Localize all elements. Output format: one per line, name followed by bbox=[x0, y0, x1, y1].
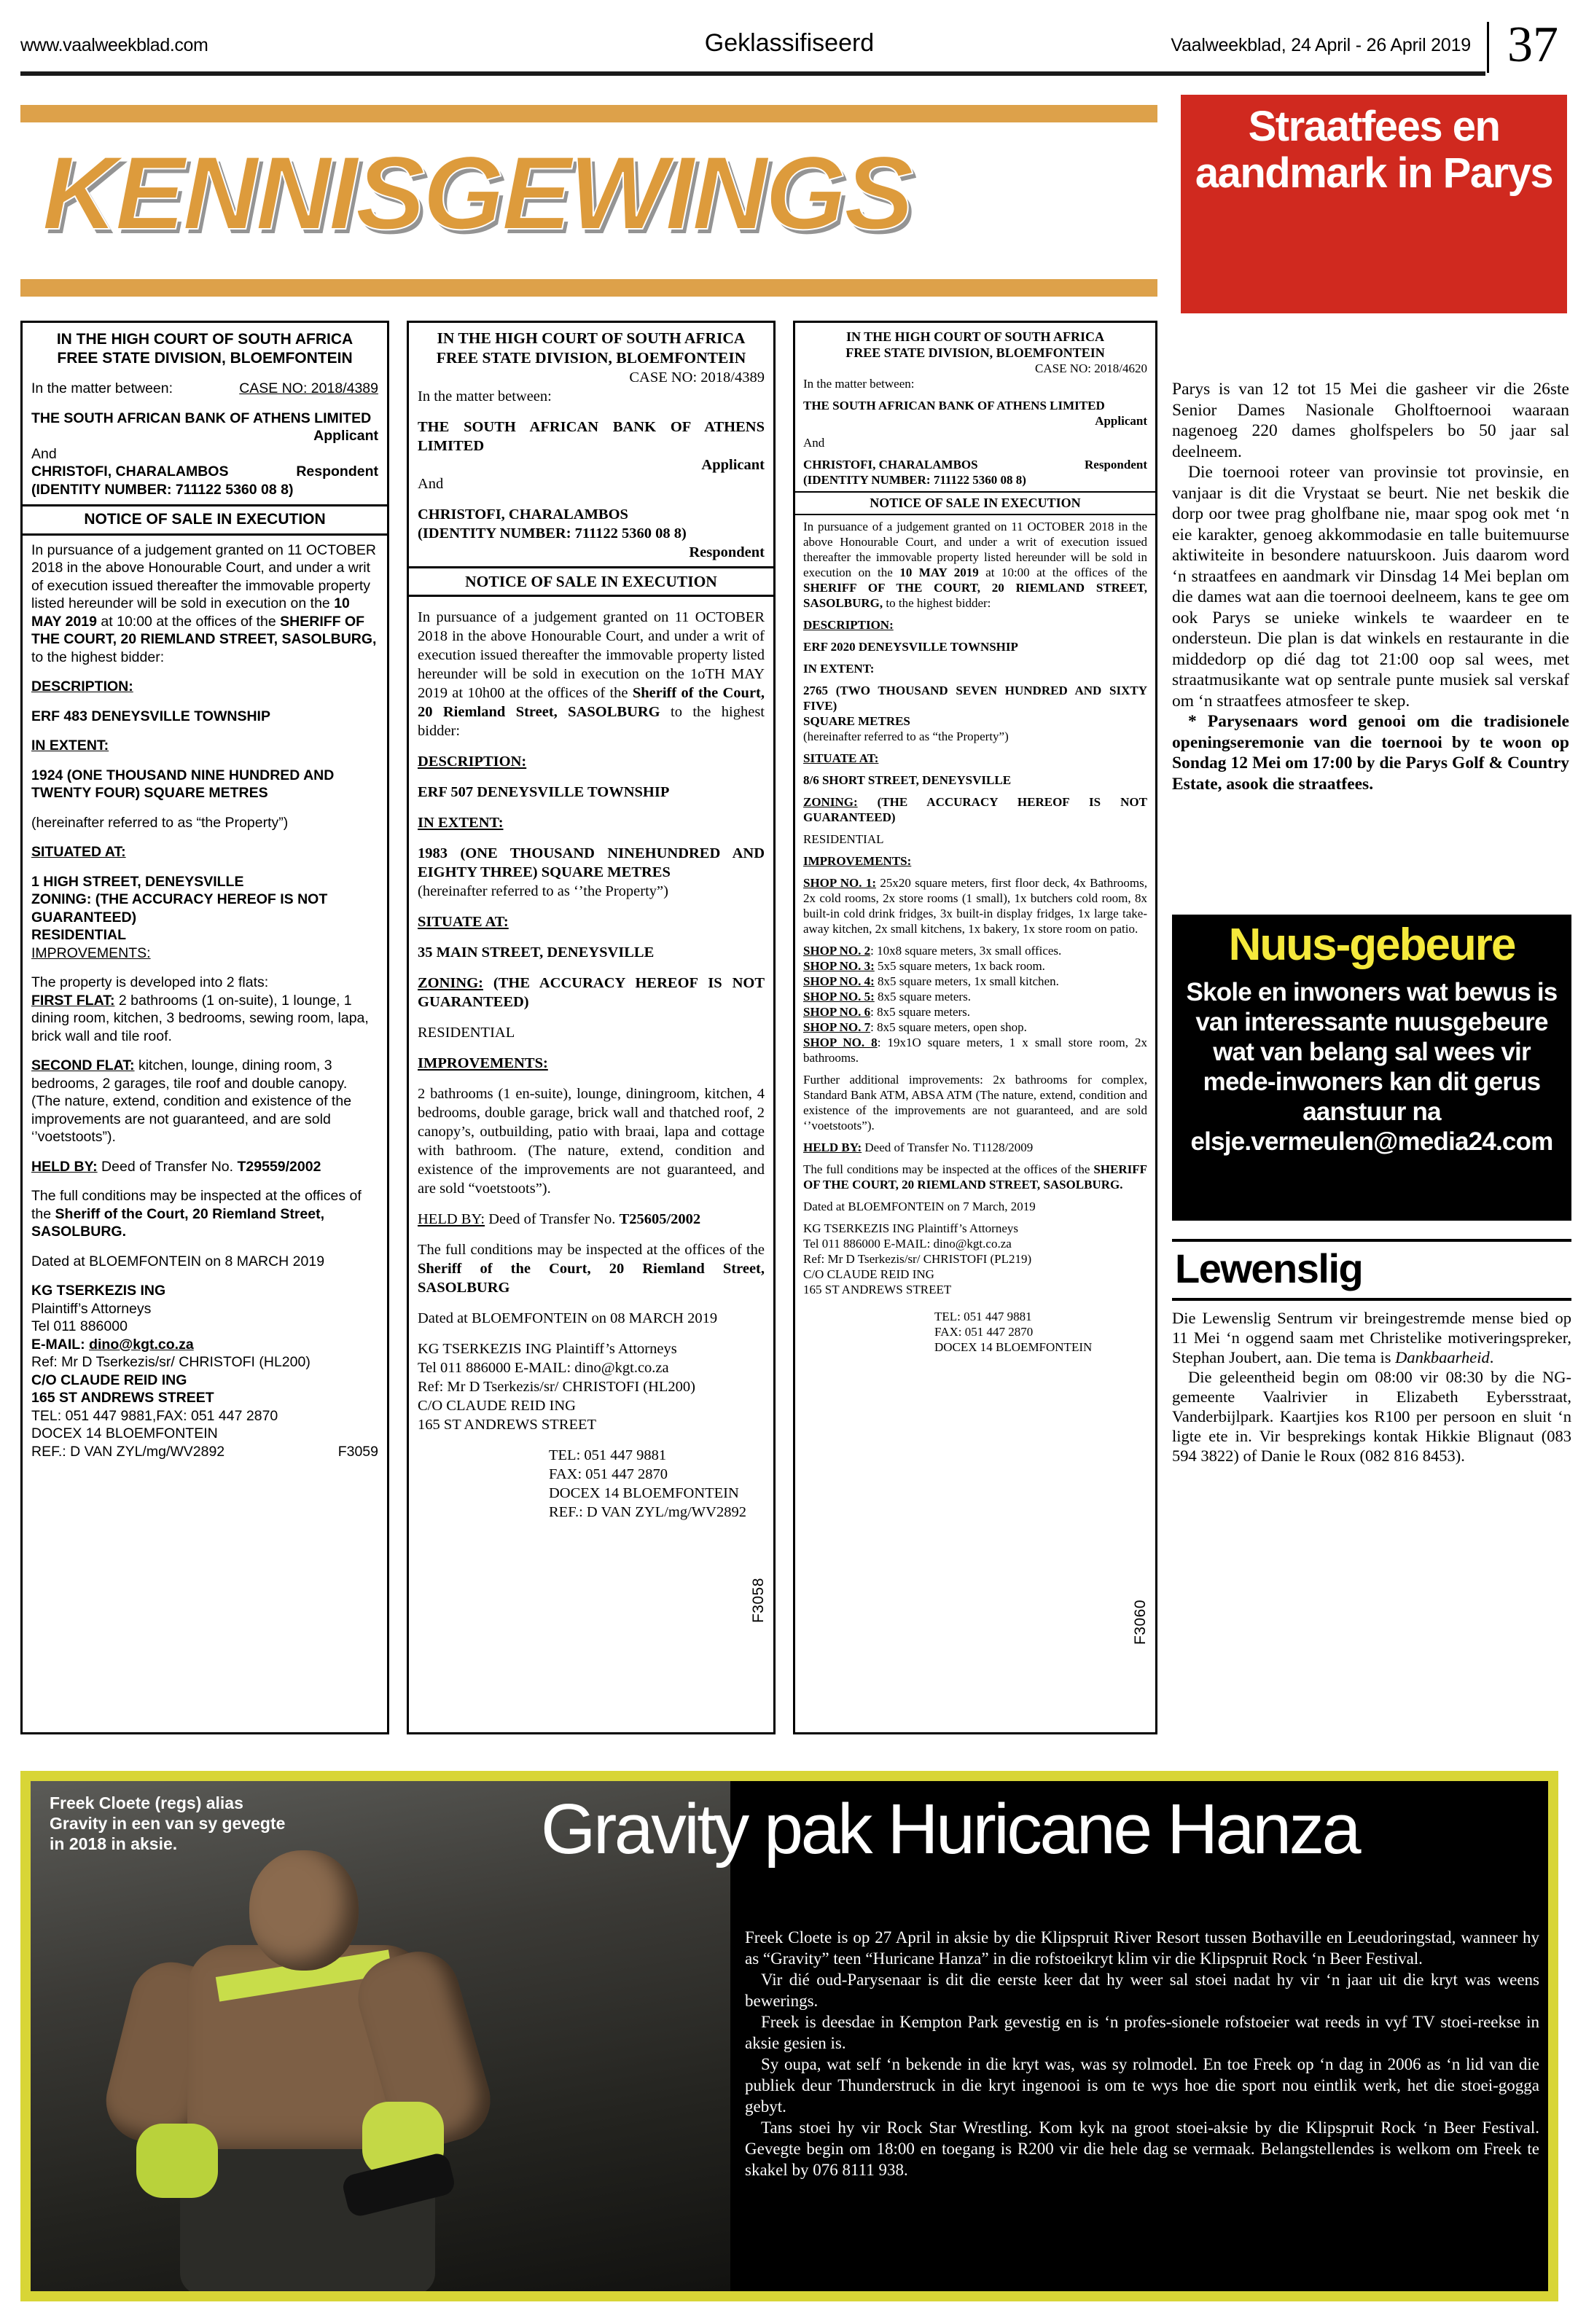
residential-2: RESIDENTIAL bbox=[418, 1025, 515, 1041]
docex-1: DOCEX 14 BLOEMFONTEIN bbox=[31, 1425, 218, 1441]
shop-text: 8x5 square meters. bbox=[874, 990, 971, 1003]
masthead-title: KENNISGEWINGS bbox=[42, 136, 912, 251]
held-by-label-2: HELD BY: bbox=[418, 1211, 485, 1227]
care-of-address-2: 165 ST ANDREWS STREET bbox=[418, 1417, 597, 1433]
improvements-label-1: IMPROVEMENTS: bbox=[31, 944, 151, 961]
lewenslig-p1-text: Die Lewenslig Sentrum vir breingestremde mense bied op 11 Mei ‘n oggend saam met Christelike motiveringspreker, Stephan Joubert, aan. Die tema is bbox=[1172, 1309, 1571, 1366]
case-number-1: CASE NO: 2018/4389 bbox=[239, 380, 378, 396]
dated-3: Dated at BLOEMFONTEIN on 7 March, 2019 bbox=[803, 1200, 1036, 1213]
description-label-3: DESCRIPTION: bbox=[803, 618, 894, 632]
lewenslig-heading: Lewenslig bbox=[1172, 1239, 1571, 1301]
nuusgebeure-body: Skole en inwoners wat bewus is van interessante nuusgebeure wat van belang sal wees vir mede-inwoners kan dit gerus aanstuur na elsje.vermeulen@media24.com bbox=[1186, 978, 1558, 1156]
docex-3: DOCEX 14 BLOEMFONTEIN bbox=[934, 1340, 1093, 1354]
improvements-label-2: IMPROVEMENTS: bbox=[418, 1055, 548, 1071]
shop-label: SHOP NO. 3: bbox=[803, 959, 875, 973]
conditions-1 bbox=[31, 1187, 378, 1241]
shop-text: 8x5 square meters, 1x small kitchen. bbox=[874, 974, 1059, 988]
second-flat-label-1: SECOND FLAT: bbox=[31, 1057, 135, 1073]
parys-p2: Die toernooi roteer van provinsie tot provinsie, en vanjaar is dit die Vrystaat se beurt. Nie net beskik die dorp oor twee prag gholfbane nie, maar spog ook met ‘n eie karakter, genoeg akkommodasie en talle buitemuurse aktiwiteite in besondere natuurskoon. Juis daarom word ‘n straatfees en aandmark vir Dinsdag 14 Mei beplan om die dames wat aan die toernooi deelneem, kans te gee om ook Parys se unieke winkels te waardeer en te ondersteun. Die plan is dat winkels en restaurante in die middedorp op dié dag tot 21:00 oop sal wees, met straatmusikante wat op sentrale punte musiek sal verskaf om ‘n straatfees atmosfeer te skep. bbox=[1172, 463, 1569, 711]
improvements-intro-1: The property is developed into 2 flats: bbox=[31, 974, 269, 990]
photo-caption: Freek Cloete (regs) alias Gravity in een van sy gevegte in 2018 in aksie. bbox=[50, 1793, 286, 1853]
fax-2: FAX: 051 447 2870 bbox=[549, 1466, 668, 1482]
conditions-sheriff-2: Sheriff of the Court, 20 Riemland Street, SASOLBURG bbox=[418, 1261, 765, 1296]
held-by-2 bbox=[418, 1210, 765, 1229]
applicant-name-3: THE SOUTH AFRICAN BANK OF ATHENS LIMITED bbox=[803, 399, 1105, 412]
second-flat-1 bbox=[31, 1057, 378, 1146]
extent-value-2: 1983 (ONE THOUSAND NINEHUNDRED AND EIGHTY THREE) SQUARE METRES bbox=[418, 845, 765, 880]
shop-item bbox=[803, 875, 1147, 936]
dated-1: Dated at BLOEMFONTEIN on 8 MARCH 2019 bbox=[31, 1253, 325, 1269]
gravity-feature bbox=[20, 1771, 1558, 2301]
shop-item bbox=[803, 1004, 1147, 1020]
shop-label: SHOP NO. 2 bbox=[803, 944, 871, 958]
lewenslig-p1-end: . bbox=[1489, 1348, 1494, 1366]
section-title: Geklassifiseerd bbox=[704, 29, 875, 57]
held-by-1 bbox=[31, 1158, 378, 1176]
nuusgebeure-ad bbox=[1172, 915, 1571, 1221]
shop-item bbox=[803, 958, 1147, 974]
sheriff-address-2: Sheriff of the Court, 20 Riemland Street, SASOLBURG bbox=[418, 685, 765, 720]
tel-3: TEL: 051 447 9881 bbox=[934, 1310, 1032, 1323]
care-of-3: C/O CLAUDE REID ING bbox=[803, 1267, 934, 1281]
held-by-text-3: Deed of Transfer No. T1128/2009 bbox=[862, 1141, 1034, 1154]
tel-2: TEL: 051 447 9881 bbox=[549, 1447, 667, 1463]
shop-item bbox=[803, 989, 1147, 1004]
hereinafter-2: (hereinafter referred to as ‘’the Property”) bbox=[418, 883, 668, 899]
care-of-address-3: 165 ST ANDREWS STREET bbox=[803, 1283, 952, 1296]
held-by-text-1: Deed of Transfer No. bbox=[97, 1158, 238, 1175]
feature-p3: Freek is deesdae in Kempton Park gevestig en is ‘n profes-sionele rofstoeier wat reeds in vyf TV stoei-reekse in aksie gesien is. bbox=[745, 2013, 1539, 2052]
notice-card-3 bbox=[793, 321, 1157, 1734]
feature-headline: Gravity pak Huricane Hanza bbox=[541, 1789, 1359, 1869]
zoning-2 bbox=[418, 974, 765, 1012]
second-flat-text-1: kitchen, lounge, dining room, 3 bedrooms, 2 garages, tile roof and double canopy. (The nature, extend, condition and existence of the improvements are not guaranteed, and are sold ‘’voetstoots”). bbox=[31, 1057, 352, 1145]
extent-label-3: IN EXTENT: bbox=[803, 662, 875, 676]
feature-body bbox=[745, 1927, 1539, 2180]
first-flat-label-1: FIRST FLAT: bbox=[31, 992, 115, 1009]
zoning-3 bbox=[803, 794, 1147, 825]
sale-date-1: 10 MAY 2019 bbox=[31, 595, 350, 630]
shop-text: 5x5 square meters, 1x back room. bbox=[874, 959, 1045, 973]
residential-3: RESIDENTIAL bbox=[803, 832, 884, 846]
sheriff-address-3: SHERIFF OF THE COURT, 20 RIEMLAND STREET, SASOLBURG, bbox=[803, 581, 1147, 610]
deed-number-1: T29559/2002 bbox=[237, 1158, 321, 1175]
first-flat-text-1: 2 bathrooms (1 on-suite), 1 lounge, 1 dining room, kitchen, 3 bedrooms, sewing room, lapa, brick wall and tile roof. bbox=[31, 992, 369, 1044]
conditions-sheriff-3: SHERIFF OF THE COURT, 20 RIEMLAND STREET, SASOLBURG. bbox=[803, 1162, 1147, 1192]
feature-p1: Freek Cloete is op 27 April in aksie by die Klipspruit River Resort tussen Bothaville en Leeudoringstad, wanneer hy as “Gravity” teen “Huricane Hanza” in die rofstoeikryt klim vir die Klipspruit Rock ‘n Beer Festival. bbox=[745, 1928, 1539, 1968]
zoning-label-2: ZONING: bbox=[418, 975, 483, 991]
shop-item bbox=[803, 1020, 1147, 1035]
care-of-address-1: 165 ST ANDREWS STREET bbox=[31, 1390, 214, 1406]
nuusgebeure-heading: Nuus-gebeure bbox=[1228, 920, 1515, 970]
promo-straatfees: Straatfees en aandmark in Parys bbox=[1181, 95, 1567, 313]
notice-card-1 bbox=[20, 321, 389, 1734]
notice-title-2: NOTICE OF SALE IN EXECUTION bbox=[409, 566, 773, 597]
notice-title-1: NOTICE OF SALE IN EXECUTION bbox=[23, 504, 387, 536]
notice-code-2: F3058 bbox=[750, 1577, 767, 1623]
shop-label: SHOP NO. 4: bbox=[803, 974, 875, 988]
zoning-value-3: (THE ACCURACY HEREOF IS NOT GUARANTEED) bbox=[803, 795, 1147, 824]
fax-3: FAX: 051 447 2870 bbox=[934, 1325, 1034, 1339]
notice-code-1: F3059 bbox=[337, 1443, 378, 1460]
feature-p2: Vir dié oud-Parysenaar is dit die eerste keer dat hy weer sal stoei nadat hy vir ‘n jaar uit die kryt was weens bewerings. bbox=[745, 1971, 1539, 2010]
court-division-3: FREE STATE DIVISION, BLOEMFONTEIN bbox=[845, 345, 1105, 360]
situated-value-3: 8/6 SHORT STREET, DENEYSVILLE bbox=[803, 773, 1012, 787]
email-value-1[interactable]: dino@kgt.co.za bbox=[89, 1336, 194, 1353]
lewenslig-p2: Die geleentheid begin om 08:00 vir 08:30 by die NG-gemeente Vaalrivier in Elizabeth Eybersstraat, Vanderbijlpark. Kaartjies kos R100 per persoon en sluit ‘n ligte ete in. Vir besprekings kontak Hikkie Blignaut (083 594 3822) of Danie le Roux (082 816 8453). bbox=[1172, 1368, 1571, 1465]
page-header bbox=[20, 17, 1558, 73]
shop-text: : 8x5 square meters. bbox=[870, 1005, 971, 1019]
held-by-label-1: HELD BY: bbox=[31, 1158, 98, 1175]
description-label-1: DESCRIPTION: bbox=[31, 678, 133, 695]
shop-item bbox=[803, 1035, 1147, 1065]
conditions-pre-1: The full conditions may be inspected at the offices of the bbox=[31, 1188, 362, 1222]
matter-label-2: In the matter between: bbox=[418, 388, 552, 404]
shop-text: : 10x8 square meters, 3x small offices. bbox=[870, 944, 1062, 958]
hereinafter-1: (hereinafter referred to as “the Property”) bbox=[31, 814, 289, 831]
applicant-role-3: Applicant bbox=[1095, 414, 1147, 428]
matter-label-1: In the matter between: bbox=[31, 380, 173, 396]
respondent-id-1: (IDENTITY NUMBER: 711122 5360 08 8) bbox=[31, 481, 294, 498]
applicant-role-2: Applicant bbox=[701, 457, 765, 473]
extent-value2-3: SQUARE METRES bbox=[803, 714, 910, 728]
pursuance-post-3: to the highest bidder: bbox=[883, 596, 991, 610]
shop-text: 25x20 square meters, first floor deck, 4x Bathrooms, 2x cold rooms, 2x store rooms (1 small), 1x butchers cold room, 8x built-in cold drink fridges, 3x built-in display fridges, 1x large take-away kitchen, 2x small kitchens, 1x bakery, 1x store room on patio. bbox=[803, 876, 1147, 936]
respondent-name-1: CHRISTOFI, CHARALAMBOS bbox=[31, 463, 229, 480]
firm-ref-1: Ref: Mr D Tserkezis/sr/ CHRISTOFI (HL200) bbox=[31, 1354, 310, 1370]
header-rule bbox=[20, 71, 1485, 76]
conditions-2 bbox=[418, 1240, 765, 1297]
conditions-sheriff-1: Sheriff of the Court, 20 Riemland Street, SASOLBURG. bbox=[31, 1205, 325, 1240]
pursuance-mid-1: at 10:00 at the offices of the bbox=[97, 613, 281, 630]
wrestler-left-glove bbox=[136, 2124, 218, 2198]
extent-label-1: IN EXTENT: bbox=[31, 738, 109, 754]
tel-fax-1: TEL: 051 447 9881,FAX: 051 447 2870 bbox=[31, 1407, 278, 1424]
court-name-3: IN THE HIGH COURT OF SOUTH AFRICA bbox=[845, 329, 1105, 344]
wrestler-head bbox=[249, 1850, 359, 1971]
description-value-3: ERF 2020 DENEYSVILLE TOWNSHIP bbox=[803, 640, 1018, 654]
respondent-name-3: CHRISTOFI, CHARALAMBOS bbox=[803, 458, 978, 472]
care-of-2: C/O CLAUDE REID ING bbox=[418, 1398, 576, 1414]
firm-ref-3: Ref: Mr D Tserkezis/sr/ CHRISTOFI (PL219) bbox=[803, 1252, 1032, 1266]
situated-value-2: 35 MAIN STREET, DENEYSVILLE bbox=[418, 944, 655, 960]
pursuance-paragraph-2 bbox=[418, 608, 765, 740]
description-value-2: ERF 507 DENEYSVILLE TOWNSHIP bbox=[418, 784, 670, 800]
site-url: www.vaalweekblad.com bbox=[20, 35, 208, 55]
parys-p1: Parys is van 12 tot 15 Mei die gasheer vir die 26ste Senior Dames Nasionale Gholftoernooi waaraan nagenoeg 220 dames gholfspelers bo 50 jaar sal deelneem. bbox=[1172, 380, 1569, 461]
ref2-2: REF.: D VAN ZYL/mg/WV2892 bbox=[549, 1504, 746, 1520]
pursuance-post-1: to the highest bidder: bbox=[31, 649, 165, 665]
applicant-role-1: Applicant bbox=[313, 428, 378, 444]
situated-label-1: SITUATED AT: bbox=[31, 844, 126, 860]
firm-tel-1: Tel 011 886000 bbox=[31, 1318, 128, 1334]
shop-list bbox=[803, 875, 1147, 1065]
court-division-2: FREE STATE DIVISION, BLOEMFONTEIN bbox=[436, 349, 746, 367]
pursuance-pre-2: In pursuance of a judgement granted on 11 OCTOBER 2018 in the above Honourable Court, and under a writ of execution issued thereafter the immovable property listed hereunder will be sold in execution on the 1oTH MAY 2019 at 10h00 at the offices of the bbox=[418, 609, 765, 701]
court-name-2: IN THE HIGH COURT OF SOUTH AFRICA bbox=[437, 329, 746, 347]
shop-item bbox=[803, 943, 1147, 958]
extent-label-2: IN EXTENT: bbox=[418, 815, 504, 831]
pursuance-post-2: to the highest bidder: bbox=[418, 704, 765, 739]
lewenslig-p1 bbox=[1172, 1308, 1571, 1367]
notice-code-3: F3060 bbox=[1132, 1599, 1149, 1645]
description-label-2: DESCRIPTION: bbox=[418, 754, 527, 770]
parys-p3: * Parysenaars word genooi om die tradisionele openingseremonie van die toernooi by te woon op Sondag 12 Mei om 17:00 by die Parys Golf & Country Estate, asook die straatfees. bbox=[1172, 712, 1569, 794]
lewenslig-theme: Dankbaarheid bbox=[1395, 1348, 1490, 1366]
firm-tel-email-2: Tel 011 886000 E-MAIL: dino@kgt.co.za bbox=[418, 1360, 669, 1376]
shop-label: SHOP NO. 1: bbox=[803, 876, 876, 890]
notice-card-2 bbox=[407, 321, 776, 1734]
extent-value-1: 1924 (ONE THOUSAND NINE HUNDRED AND TWENTY FOUR) SQUARE METRES bbox=[31, 767, 335, 801]
case-number-2: CASE NO: 2018/4389 bbox=[629, 369, 765, 386]
shop-label: SHOP NO. 6 bbox=[803, 1005, 871, 1019]
and-label-3: And bbox=[803, 436, 825, 450]
shop-text: : 8x5 square meters, open shop. bbox=[870, 1020, 1027, 1034]
ref2-1: REF.: D VAN ZYL/mg/WV2892 bbox=[31, 1443, 225, 1460]
shop-label: SHOP NO. 7 bbox=[803, 1020, 871, 1034]
conditions-pre-2: The full conditions may be inspected at the offices of the bbox=[418, 1242, 765, 1258]
dated-2: Dated at BLOEMFONTEIN on 08 MARCH 2019 bbox=[418, 1310, 718, 1326]
further-improvements-3: Further additional improvements: 2x bathrooms for complex, Standard Bank ATM, ABSA ATM (The nature, extend, condition and existence of the improvements are not guaranteed, and are sold ‘’voetstoots”). bbox=[803, 1073, 1147, 1132]
masthead-top-bar bbox=[20, 105, 1157, 122]
applicant-name-2: THE SOUTH AFRICAN BANK OF ATHENS LIMITED bbox=[418, 419, 765, 454]
feature-p5: Tans stoei hy vir Rock Star Wrestling. Kom kyk na groot stoei-aksie by die Klipspruit Rock ‘n Beer Festival. Gevegte begin om 18:00 en toegang is R200 vir die hele dag se vermaak. Belangstellendes is welkom om Freek te skakel by 076 8111 938. bbox=[745, 2118, 1539, 2179]
parys-article bbox=[1172, 379, 1569, 794]
pursuance-paragraph-1 bbox=[31, 541, 378, 667]
zoning-value-2: (THE ACCURACY HEREOF IS NOT GUARANTEED) bbox=[418, 975, 765, 1010]
pursuance-pre-1: In pursuance of a judgement granted on 11 OCTOBER 2018 in the above Honourable Court, and under a writ of execution issued thereafter the immovable property listed hereunder will be sold in execution on the bbox=[31, 541, 376, 611]
firm-role-1: Plaintiff’s Attorneys bbox=[31, 1300, 152, 1317]
court-division-1: FREE STATE DIVISION, BLOEMFONTEIN bbox=[57, 350, 353, 367]
lewenslig-body bbox=[1172, 1308, 1571, 1466]
zoning-label-3: ZONING: bbox=[803, 795, 858, 809]
docex-2: DOCEX 14 BLOEMFONTEIN bbox=[549, 1485, 739, 1501]
situated-label-2: SITUATE AT: bbox=[418, 914, 509, 930]
and-label-2: And bbox=[418, 476, 444, 492]
deed-number-2: T25605/2002 bbox=[619, 1211, 701, 1227]
extent-value-3: 2765 (TWO THOUSAND SEVEN HUNDRED AND SIXTY FIVE) bbox=[803, 684, 1147, 713]
sheriff-address-1: SHERIFF OF THE COURT, 20 RIEMLAND STREET, SASOLBURG, bbox=[31, 613, 377, 647]
respondent-role-2: Respondent bbox=[689, 544, 765, 560]
masthead-bottom-bar bbox=[20, 279, 1157, 297]
firm-tel-email-3: Tel 011 886000 E-MAIL: dino@kgt.co.za bbox=[803, 1237, 1012, 1251]
situated-value-1: 1 HIGH STREET, DENEYSVILLE bbox=[31, 873, 244, 890]
respondent-id-2: (IDENTITY NUMBER: 711122 5360 08 8) bbox=[418, 525, 687, 541]
improvements-label-3: IMPROVEMENTS: bbox=[803, 854, 912, 868]
firm-name-3: KG TSERKEZIS ING Plaintiff’s Attorneys bbox=[803, 1221, 1018, 1235]
page-number: 37 bbox=[1507, 17, 1558, 73]
respondent-role-3: Respondent bbox=[1085, 458, 1147, 472]
firm-name-1: KG TSERKEZIS ING bbox=[31, 1283, 166, 1299]
court-name-1: IN THE HIGH COURT OF SOUTH AFRICA bbox=[56, 331, 354, 348]
held-by-3 bbox=[803, 1140, 1147, 1155]
description-value-1: ERF 483 DENEYSVILLE TOWNSHIP bbox=[31, 708, 270, 724]
shop-label: SHOP NO. 5: bbox=[803, 990, 875, 1003]
matter-label-3: In the matter between: bbox=[803, 377, 915, 391]
respondent-name-2: CHRISTOFI, CHARALAMBOS bbox=[418, 506, 628, 523]
conditions-3 bbox=[803, 1162, 1147, 1192]
feature-p4: Sy oupa, wat self ‘n bekende in die kryt was, was sy rolmodel. En toe Freek op ‘n dag in 2006 as ‘n lid van die publiek deur Thunderstruck in die kryt ingenooi is om te wys hoe die sport nou eintlik werk, het die stoei-gogga gebyt. bbox=[745, 2055, 1539, 2116]
issue-date: Vaalweekblad, 24 April - 26 April 2019 bbox=[1171, 35, 1471, 55]
email-label-1: E-MAIL: bbox=[31, 1336, 85, 1353]
zoning-1: ZONING: (THE ACCURACY HEREOF IS NOT GUARANTEED) bbox=[31, 891, 328, 926]
pursuance-pre-3: In pursuance of a judgement granted on 11 OCTOBER 2018 in the above Honourable Court, and under a writ of execution issued thereafter the immovable property listed hereunder will be sold in execution on the bbox=[803, 520, 1147, 579]
firm-email-1 bbox=[31, 1336, 378, 1354]
and-label-1: And bbox=[31, 445, 57, 462]
pursuance-mid-3: at 10:00 at the offices of the bbox=[978, 566, 1147, 579]
firm-ref-2: Ref: Mr D Tserkezis/sr/ CHRISTOFI (HL200) bbox=[418, 1379, 696, 1395]
case-number-3: CASE NO: 2018/4620 bbox=[1035, 361, 1147, 375]
respondent-id-3: (IDENTITY NUMBER: 711122 5360 08 8) bbox=[803, 473, 1026, 487]
improvements-text-2: 2 bathrooms (1 en-suite), lounge, diningroom, kitchen, 4 bedrooms, double garage, brick wall and thatched roof, 2 canopy’s, outbuilding, patio with braai, lapa and cottage with bathroom. (The nature, extend, condition and existence of the improvements are not guaranteed, and are sold “voetstoots”). bbox=[418, 1086, 765, 1197]
shop-item bbox=[803, 974, 1147, 989]
shop-text: : 19x1O square meters, 1 x small store room, 2x bathrooms. bbox=[803, 1036, 1147, 1065]
shop-label: SHOP NO. 8 bbox=[803, 1036, 878, 1049]
held-by-text-2: Deed of Transfer No. bbox=[485, 1211, 620, 1227]
first-flat-1 bbox=[31, 992, 378, 1046]
sale-date-3: 10 MAY 2019 bbox=[899, 566, 979, 579]
header-divider bbox=[1487, 22, 1489, 73]
firm-name-2: KG TSERKEZIS ING Plaintiff’s Attorneys bbox=[418, 1341, 677, 1357]
care-of-1: C/O CLAUDE REID ING bbox=[31, 1372, 187, 1388]
respondent-role-1: Respondent bbox=[296, 463, 378, 480]
residential-1: RESIDENTIAL bbox=[31, 927, 127, 943]
applicant-name-1: THE SOUTH AFRICAN BANK OF ATHENS LIMITED bbox=[31, 410, 372, 426]
kennisgewings-masthead bbox=[20, 96, 1157, 304]
pursuance-paragraph-3 bbox=[803, 519, 1147, 611]
held-by-label-3: HELD BY: bbox=[803, 1141, 862, 1154]
conditions-pre-3: The full conditions may be inspected at the offices of the bbox=[803, 1162, 1094, 1176]
situated-label-3: SITUATE AT: bbox=[803, 751, 879, 765]
spacer bbox=[803, 936, 1147, 943]
hereinafter-3: (hereinafter referred to as “the Property”) bbox=[803, 729, 1009, 743]
notice-title-3: NOTICE OF SALE IN EXECUTION bbox=[795, 491, 1155, 515]
